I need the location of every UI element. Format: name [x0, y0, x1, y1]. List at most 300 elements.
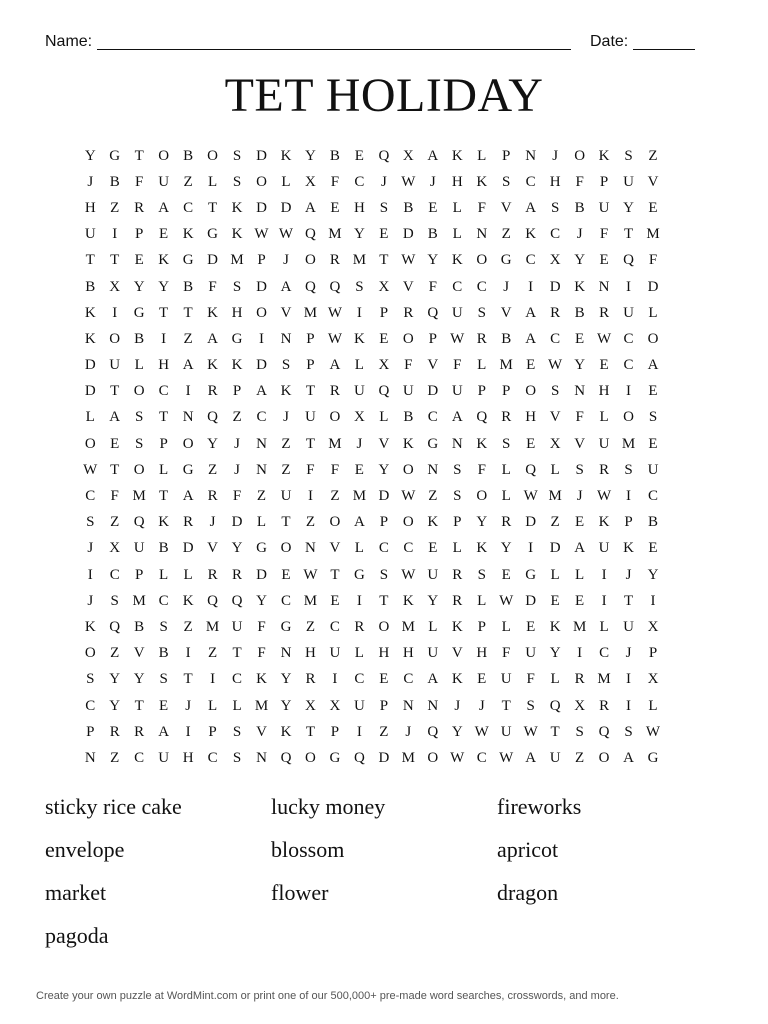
grid-letter: K: [476, 540, 488, 557]
grid-letter: C: [232, 671, 243, 688]
grid-letter: K: [84, 304, 96, 321]
grid-letter: S: [575, 723, 584, 740]
grid-letter: E: [379, 671, 389, 688]
grid-letter: C: [452, 278, 463, 295]
grid-letter: W: [327, 330, 342, 347]
name-line[interactable]: [97, 49, 571, 50]
grid-letter: L: [452, 540, 462, 557]
grid-letter: M: [132, 488, 146, 505]
footer-note: Create your own puzzle at WordMint.com or print one of our 500,000+ pre-made word searches, crosswords, and more.: [36, 990, 619, 1002]
grid-letter: U: [158, 173, 170, 190]
grid-letter: A: [525, 304, 537, 321]
grid-letter: N: [451, 435, 463, 452]
grid-letter: Q: [207, 592, 218, 609]
grid-letter: O: [158, 147, 170, 164]
grid-letter: C: [109, 566, 120, 583]
grid-letter: P: [135, 226, 144, 243]
grid-letter: Z: [428, 488, 438, 505]
grid-letter: G: [280, 618, 292, 635]
grid-letter: S: [624, 461, 633, 478]
grid-letter: U: [280, 488, 292, 505]
grid-letter: K: [476, 173, 488, 190]
grid-letter: E: [110, 435, 120, 452]
grid-letter: A: [182, 488, 194, 505]
grid-letter: M: [205, 618, 220, 635]
grid-letter: R: [134, 199, 145, 216]
grid-letter: U: [623, 618, 634, 635]
grid-letter: J: [625, 645, 632, 662]
grid-letter: O: [574, 147, 586, 164]
grid-letter: N: [256, 435, 267, 452]
grid-letter: L: [183, 566, 193, 583]
grid-letter: R: [207, 566, 218, 583]
grid-letter: W: [401, 488, 416, 505]
grid-letter: T: [207, 199, 218, 216]
grid-row: [78, 614, 690, 640]
grid-letter: Z: [110, 199, 120, 216]
grid-letter: G: [427, 435, 439, 452]
grid-letter: L: [159, 566, 169, 583]
grid-letter: F: [648, 252, 658, 269]
grid-letter: C: [476, 749, 487, 766]
grid-letter: M: [401, 749, 415, 766]
grid-letter: K: [402, 435, 414, 452]
grid-letter: U: [427, 645, 439, 662]
grid-letter: V: [378, 435, 390, 452]
grid-letter: Y: [378, 461, 390, 478]
grid-letter: L: [575, 566, 585, 583]
grid-letter: Q: [305, 226, 316, 243]
grid-letter: F: [135, 173, 144, 190]
grid-letter: Q: [231, 592, 243, 609]
grid-letter: B: [329, 147, 340, 164]
grid-letter: P: [135, 566, 144, 583]
grid-letter: L: [232, 697, 242, 714]
grid-letter: I: [601, 566, 607, 583]
grid-letter: F: [477, 461, 486, 478]
date-line[interactable]: [633, 49, 695, 50]
grid-letter: U: [598, 199, 610, 216]
grid-letter: D: [402, 226, 414, 243]
grid-letter: L: [550, 566, 560, 583]
grid-letter: Z: [305, 618, 316, 635]
grid-letter: I: [356, 723, 362, 740]
grid-letter: N: [182, 409, 194, 426]
grid-letter: I: [112, 226, 118, 243]
grid-letter: Y: [427, 252, 439, 269]
grid-letter: P: [330, 723, 340, 740]
grid-letter: D: [549, 278, 561, 295]
grid-letter: E: [428, 199, 438, 216]
grid-letter: Y: [574, 252, 586, 269]
grid-letter: K: [476, 435, 488, 452]
grid-letter: E: [648, 199, 658, 216]
grid-letter: I: [210, 671, 216, 688]
grid-letter: J: [87, 540, 94, 557]
grid-letter: Y: [231, 540, 243, 557]
grid-letter: Y: [574, 357, 586, 374]
grid-letter: F: [330, 461, 340, 478]
grid-letter: T: [623, 226, 634, 243]
grid-letter: N: [427, 461, 439, 478]
grid-letter: A: [280, 278, 292, 295]
grid-letter: B: [183, 278, 194, 295]
grid-letter: Q: [476, 409, 488, 426]
grid-letter: R: [599, 461, 610, 478]
grid-letter: R: [550, 304, 561, 321]
grid-letter: J: [405, 723, 412, 740]
grid-letter: P: [306, 330, 315, 347]
grid-letter: W: [474, 723, 489, 740]
grid-letter: F: [526, 671, 535, 688]
grid-letter: U: [109, 357, 121, 374]
grid-letter: X: [574, 697, 586, 714]
grid-letter: E: [575, 330, 585, 347]
grid-letter: C: [476, 278, 487, 295]
grid-letter: V: [549, 409, 561, 426]
grid-letter: O: [256, 304, 267, 321]
grid-letter: Z: [183, 173, 193, 190]
grid-letter: I: [601, 592, 607, 609]
grid-letter: O: [329, 514, 341, 531]
grid-letter: U: [231, 618, 243, 635]
grid-letter: N: [427, 697, 439, 714]
grid-row: [78, 169, 690, 195]
grid-letter: P: [379, 697, 389, 714]
grid-letter: Z: [183, 618, 193, 635]
grid-letter: L: [550, 461, 560, 478]
grid-letter: L: [477, 357, 487, 374]
grid-letter: W: [401, 252, 416, 269]
grid-letter: C: [599, 645, 610, 662]
grid-letter: I: [185, 645, 191, 662]
grid-letter: S: [86, 514, 95, 531]
grid-letter: P: [599, 173, 609, 190]
grid-letter: X: [378, 357, 390, 374]
name-label: Name:: [45, 33, 93, 50]
grid-letter: Y: [109, 671, 121, 688]
grid-letter: R: [329, 383, 340, 400]
header: [45, 33, 700, 55]
letter-grid: [78, 143, 690, 772]
grid-letter: C: [550, 226, 561, 243]
grid-letter: U: [133, 540, 145, 557]
grid-letter: W: [278, 226, 294, 243]
grid-letter: Z: [110, 749, 120, 766]
grid-letter: H: [231, 304, 243, 321]
grid-letter: B: [158, 540, 169, 557]
grid-letter: R: [452, 566, 463, 583]
grid-letter: E: [550, 592, 560, 609]
grid-letter: Q: [133, 514, 145, 531]
grid-letter: R: [207, 383, 218, 400]
word-list-item: apricot: [497, 837, 559, 862]
grid-letter: D: [256, 147, 267, 164]
grid-letter: Y: [109, 697, 121, 714]
grid-letter: I: [528, 540, 534, 557]
grid-letter: W: [450, 749, 465, 766]
grid-letter: Q: [378, 383, 390, 400]
grid-letter: X: [647, 671, 659, 688]
grid-letter: S: [502, 435, 511, 452]
grid-letter: Y: [280, 671, 292, 688]
grid-letter: P: [428, 330, 437, 347]
grid-letter: S: [110, 592, 119, 609]
grid-letter: Y: [305, 147, 316, 164]
grid-letter: X: [402, 147, 414, 164]
grid-letter: N: [476, 226, 488, 243]
grid-letter: U: [623, 304, 634, 321]
grid-letter: M: [401, 618, 415, 635]
grid-letter: R: [134, 723, 145, 740]
grid-letter: U: [158, 749, 170, 766]
grid-letter: P: [624, 514, 633, 531]
grid-letter: K: [598, 514, 610, 531]
grid-letter: E: [379, 226, 389, 243]
grid-letter: Q: [378, 147, 390, 164]
grid-letter: K: [280, 723, 292, 740]
grid-letter: Z: [305, 514, 316, 531]
grid-letter: T: [85, 252, 95, 269]
grid-letter: B: [574, 199, 585, 216]
grid-letter: W: [523, 488, 538, 505]
grid-letter: O: [256, 173, 267, 190]
grid-letter: G: [109, 147, 121, 164]
grid-row: [78, 143, 690, 169]
grid-letter: R: [183, 514, 194, 531]
grid-letter: P: [648, 645, 658, 662]
grid-letter: P: [257, 252, 266, 269]
grid-letter: A: [525, 749, 537, 766]
grid-letter: K: [549, 618, 561, 635]
grid-row: [78, 483, 690, 509]
grid-letter: X: [305, 697, 316, 714]
grid-letter: K: [158, 252, 170, 269]
grid-row: [78, 379, 690, 405]
grid-letter: S: [379, 566, 389, 583]
grid-row: [78, 457, 690, 483]
grid-letter: E: [379, 330, 389, 347]
grid-letter: Z: [281, 461, 291, 478]
grid-letter: A: [647, 357, 659, 374]
grid-letter: N: [305, 540, 316, 557]
grid-letter: N: [256, 461, 267, 478]
word-list-item: market: [45, 880, 107, 905]
grid-letter: R: [305, 671, 316, 688]
grid-letter: H: [84, 199, 96, 216]
grid-letter: Z: [232, 409, 242, 426]
grid-letter: A: [109, 409, 121, 426]
grid-letter: V: [256, 723, 267, 740]
grid-letter: F: [257, 618, 266, 635]
grid-letter: R: [207, 488, 218, 505]
grid-row: [78, 536, 690, 562]
grid-letter: K: [451, 147, 463, 164]
grid-letter: K: [158, 514, 170, 531]
grid-letter: G: [353, 566, 365, 583]
grid-letter: O: [207, 147, 218, 164]
grid-letter: K: [280, 147, 292, 164]
grid-letter: T: [623, 592, 634, 609]
grid-letter: U: [329, 645, 341, 662]
grid-letter: O: [329, 409, 341, 426]
grid-letter: R: [452, 592, 463, 609]
grid-letter: U: [305, 409, 316, 426]
grid-letter: D: [207, 252, 218, 269]
grid-letter: V: [500, 199, 512, 216]
grid-letter: J: [552, 147, 559, 164]
grid-letter: J: [576, 226, 583, 243]
grid-letter: V: [647, 173, 659, 190]
grid-row: [78, 641, 690, 667]
grid-letter: J: [454, 697, 461, 714]
grid-letter: X: [549, 252, 561, 269]
grid-letter: W: [499, 749, 514, 766]
grid-letter: I: [332, 671, 338, 688]
grid-letter: J: [87, 173, 94, 190]
grid-letter: S: [648, 409, 658, 426]
grid-letter: N: [598, 278, 610, 295]
grid-letter: C: [85, 697, 96, 714]
grid-letter: Y: [158, 278, 170, 295]
grid-letter: W: [303, 566, 318, 583]
grid-letter: K: [207, 304, 218, 321]
grid-letter: B: [574, 304, 585, 321]
grid-letter: C: [550, 330, 561, 347]
grid-letter: Q: [305, 278, 316, 295]
grid-letter: G: [182, 461, 194, 478]
grid-letter: D: [427, 383, 439, 400]
grid-letter: P: [453, 514, 462, 531]
grid-letter: Y: [256, 592, 267, 609]
grid-letter: L: [452, 226, 462, 243]
grid-letter: M: [328, 435, 342, 452]
grid-letter: X: [109, 278, 121, 295]
grid-letter: W: [596, 488, 612, 505]
page-title: TET HOLIDAY: [224, 69, 544, 122]
grid-letter: W: [499, 592, 514, 609]
grid-letter: T: [379, 252, 389, 269]
grid-letter: E: [501, 566, 511, 583]
grid-letter: M: [621, 435, 636, 452]
grid-letter: C: [403, 671, 414, 688]
grid-letter: K: [574, 278, 586, 295]
grid-letter: K: [427, 514, 439, 531]
grid-letter: Y: [476, 514, 488, 531]
grid-letter: F: [453, 357, 462, 374]
grid-letter: O: [133, 383, 145, 400]
grid-letter: X: [353, 409, 365, 426]
grid-letter: G: [231, 330, 243, 347]
grid-letter: O: [280, 540, 292, 557]
grid-letter: O: [525, 383, 537, 400]
grid-row: [78, 431, 690, 457]
grid-row: [78, 195, 690, 221]
grid-letter: P: [306, 357, 315, 374]
grid-letter: Z: [183, 330, 193, 347]
grid-letter: Y: [451, 723, 463, 740]
grid-letter: I: [528, 278, 534, 295]
grid-letter: F: [306, 461, 315, 478]
word-list-item: dragon: [497, 880, 559, 905]
grid-letter: W: [401, 173, 416, 190]
grid-letter: P: [477, 383, 486, 400]
grid-letter: E: [648, 383, 658, 400]
grid-letter: I: [626, 697, 632, 714]
grid-letter: Z: [550, 514, 560, 531]
grid-letter: A: [353, 514, 365, 531]
grid-letter: C: [158, 592, 169, 609]
grid-letter: U: [353, 697, 365, 714]
grid-letter: Q: [427, 723, 439, 740]
grid-letter: K: [84, 330, 96, 347]
grid-letter: S: [232, 723, 242, 740]
grid-letter: U: [451, 383, 463, 400]
word-list-item: flower: [271, 880, 329, 905]
grid-letter: E: [354, 147, 364, 164]
grid-letter: O: [623, 409, 634, 426]
grid-letter: J: [87, 592, 94, 609]
grid-letter: I: [650, 592, 656, 609]
grid-letter: I: [626, 278, 632, 295]
grid-letter: Z: [110, 645, 120, 662]
grid-letter: T: [134, 697, 144, 714]
grid-letter: T: [379, 592, 389, 609]
grid-letter: H: [305, 645, 316, 662]
grid-letter: M: [303, 592, 318, 609]
grid-letter: L: [256, 514, 267, 531]
grid-letter: W: [596, 330, 612, 347]
grid-letter: S: [477, 566, 486, 583]
grid-letter: Y: [353, 226, 365, 243]
grid-letter: N: [402, 697, 414, 714]
grid-letter: T: [110, 252, 120, 269]
grid-letter: E: [599, 357, 609, 374]
grid-letter: G: [525, 566, 537, 583]
grid-letter: M: [132, 592, 146, 609]
grid-letter: O: [109, 330, 121, 347]
grid-letter: F: [575, 409, 584, 426]
grid-letter: J: [234, 435, 240, 452]
grid-row: [78, 588, 690, 614]
grid-letter: M: [303, 304, 318, 321]
grid-letter: K: [402, 592, 414, 609]
grid-letter: A: [574, 540, 586, 557]
grid-letter: A: [158, 199, 170, 216]
grid-letter: E: [159, 697, 169, 714]
grid-letter: M: [254, 697, 269, 714]
grid-letter: S: [477, 304, 486, 321]
grid-row: [78, 300, 690, 326]
grid-letter: E: [477, 671, 487, 688]
grid-letter: V: [280, 304, 292, 321]
grid-letter: L: [428, 618, 438, 635]
grid-letter: N: [84, 749, 96, 766]
grid-letter: B: [134, 330, 145, 347]
grid-letter: X: [549, 435, 561, 452]
grid-letter: J: [576, 488, 583, 505]
grid-row: [78, 274, 690, 300]
grid-letter: W: [254, 226, 269, 243]
grid-letter: S: [453, 461, 462, 478]
grid-letter: Y: [647, 566, 659, 583]
grid-letter: S: [624, 723, 633, 740]
grid-row: [78, 326, 690, 352]
grid-letter: D: [84, 357, 96, 374]
grid-letter: H: [525, 409, 537, 426]
grid-letter: W: [645, 723, 661, 740]
grid-letter: F: [502, 645, 511, 662]
